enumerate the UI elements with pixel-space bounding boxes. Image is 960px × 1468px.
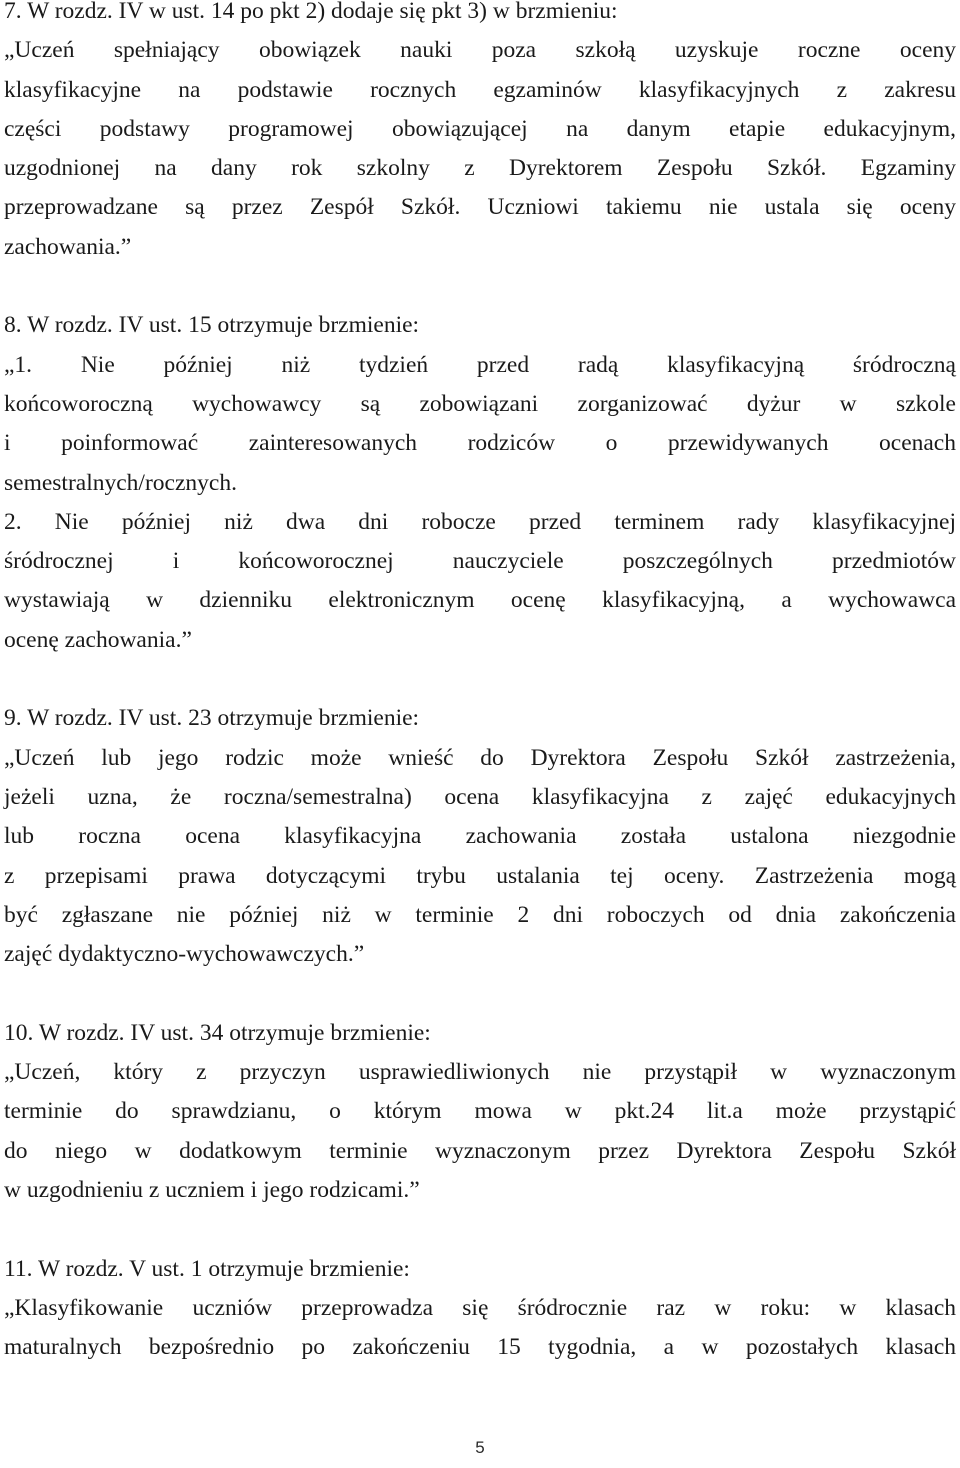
text-line: „1. Nie później niż tydzień przed radą klasyfikacyjną śródroczną [4,351,956,378]
document-page [4,0,956,1367]
text-line: do niego w dodatkowym terminie wyznaczonym przez Dyrektora Zespołu Szkół [4,1137,956,1164]
section-9 [4,699,956,974]
text-line: z przepisami prawa dotyczącymi trybu ustalania tej oceny. Zastrzeżenia mogą [4,862,956,889]
text-line: semestralnych/rocznych. [4,469,237,496]
section-heading: 8. W rozdz. IV ust. 15 otrzymuje brzmienie: [4,312,420,339]
section-11 [4,1250,956,1368]
text-line: zachowania.” [4,233,132,260]
paragraph-gap [4,267,956,306]
text-line: „Uczeń spełniający obowiązek nauki poza szkołą uzyskuje roczne oceny [4,37,956,64]
paragraph-gap [4,974,956,1013]
text-line: „Uczeń, który z przyczyn usprawiedliwionych nie przystąpił w wyznaczonym [4,1059,956,1086]
text-line: 2. Nie później niż dwa dni robocze przed terminem rady klasyfikacyjnej [4,508,956,535]
text-line: uzgodnionej na dany rok szkolny z Dyrektorem Zespołu Szkół. Egzaminy [4,155,956,182]
text-line: lub roczna ocena klasyfikacyjna zachowania została ustalona niezgodnie [4,823,956,850]
text-line: wystawiają w dzienniku elektronicznym ocenę klasyfikacyjną, a wychowawca [4,587,956,614]
page-number: 5 [475,1438,485,1457]
text-line: być zgłaszane nie później niż w terminie 2 dni roboczych od dnia zakończenia [4,901,956,928]
text-line: klasyfikacyjne na podstawie rocznych egzaminów klasyfikacyjnych z zakresu [4,76,956,103]
paragraph-gap [4,1210,956,1249]
text-line: ocenę zachowania.” [4,626,192,653]
text-line: „Uczeń lub jego rodzic może wnieść do Dyrektora Zespołu Szkół zastrzeżenia, [4,744,956,771]
text-line: jeżeli uzna, że roczna/semestralna) ocena klasyfikacyjna z zajęć edukacyjnych [4,783,956,810]
section-10 [4,1014,956,1210]
section-heading: 11. W rozdz. V ust. 1 otrzymuje brzmienie: [4,1255,410,1282]
text-line: zajęć dydaktyczno-wychowawczych.” [4,941,365,968]
text-line: w uzgodnieniu z uczniem i jego rodzicami.” [4,1176,420,1203]
text-line: i poinformować zainteresowanych rodziców o przewidywanych ocenach [4,430,956,457]
text-line: „Klasyfikowanie uczniów przeprowadza się śródrocznie raz w roku: w klasach [4,1294,956,1321]
paragraph-gap [4,660,956,699]
text-line: części podstawy programowej obowiązującej na danym etapie edukacyjnym, [4,115,956,142]
text-line: końcoworoczną wychowawcy są zobowiązani zorganizować dyżur w szkole [4,390,956,417]
section-8 [4,306,956,660]
text-line: terminie do sprawdzianu, o którym mowa w pkt.24 lit.a może przystąpić [4,1098,956,1125]
text-line: przeprowadzane są przez Zespół Szkół. Uczniowi takiemu nie ustala się oceny [4,194,956,221]
text-line: maturalnych bezpośrednio po zakończeniu 15 tygodnia, a w pozostałych klasach [4,1334,956,1361]
section-heading: 10. W rozdz. IV ust. 34 otrzymuje brzmienie: [4,1019,431,1046]
section-heading: 7. W rozdz. IV w ust. 14 po pkt 2) dodaje się pkt 3) w brzmieniu: [4,0,618,24]
section-7 [4,0,956,267]
section-heading: 9. W rozdz. IV ust. 23 otrzymuje brzmienie: [4,705,420,732]
text-line: śródrocznej i końcoworocznej nauczyciele poszczególnych przedmiotów [4,548,956,575]
